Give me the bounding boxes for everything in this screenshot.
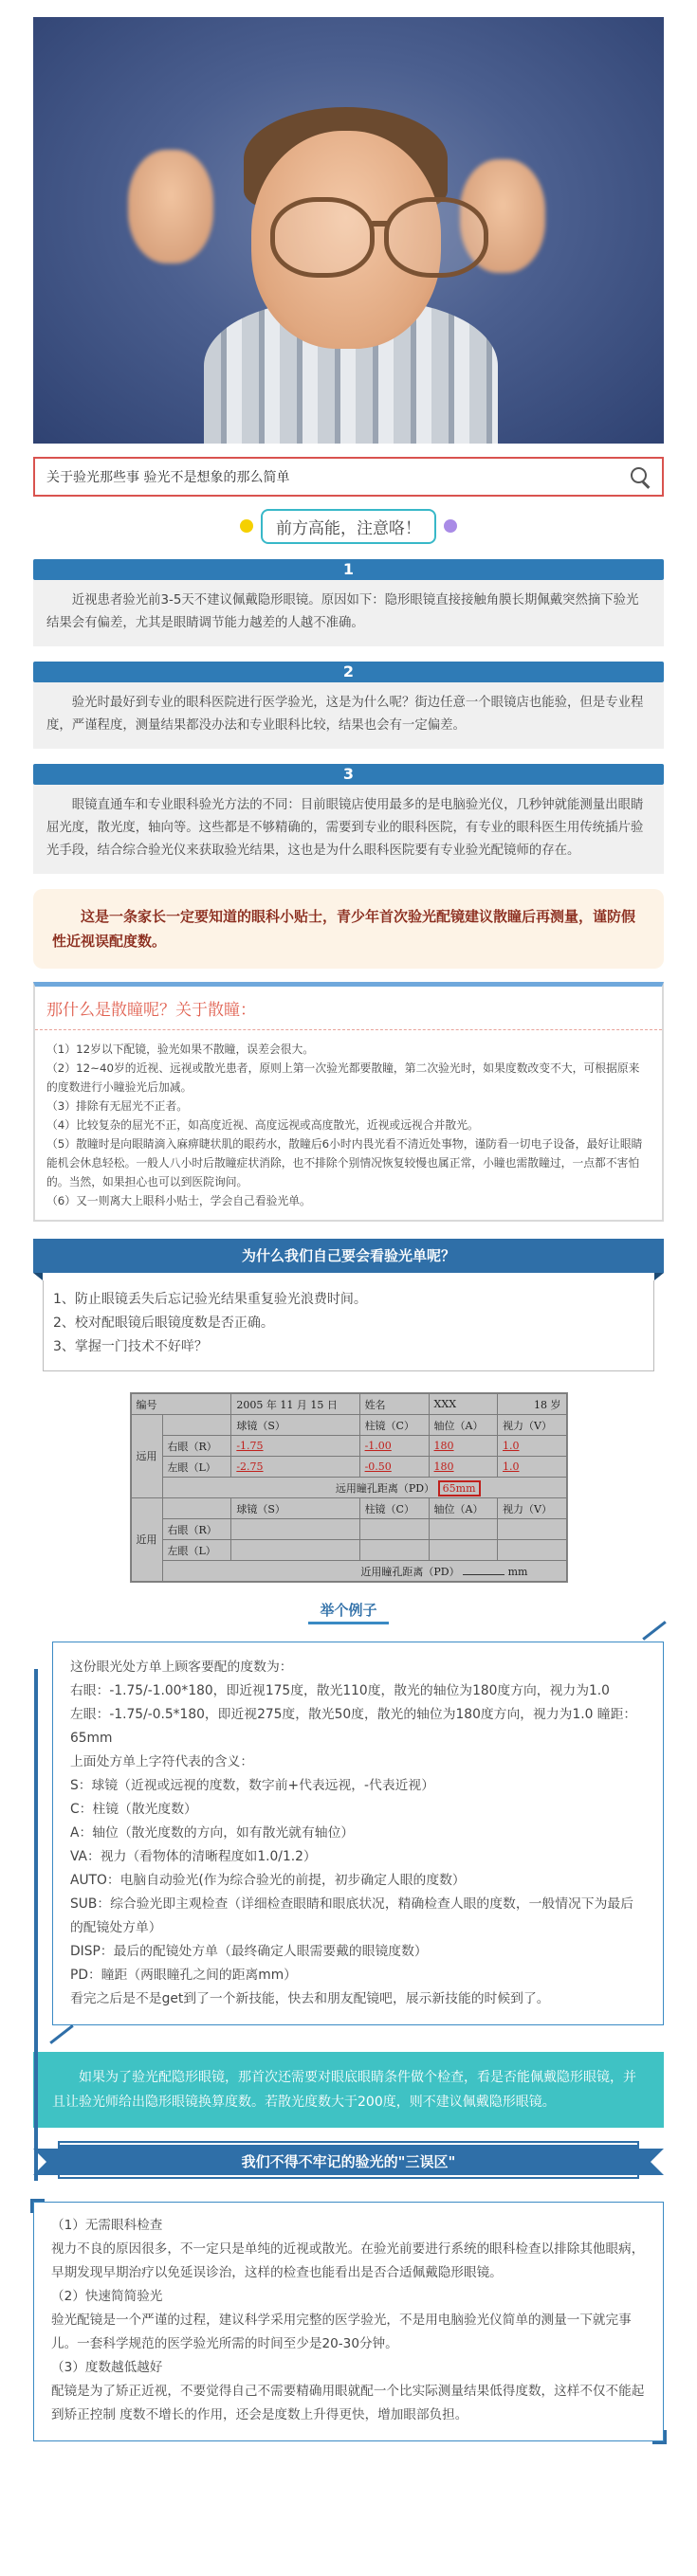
list-item: 3、掌握一门技术不好咩？ (53, 1339, 208, 1354)
example-line: VA：视力（看物体的清晰程度如1.0/1.2） (70, 1849, 317, 1864)
rx-left-cyl: -0.50 (364, 1460, 392, 1473)
section-number: 3 (33, 764, 664, 785)
rx-right-eye-label: 右眼（R） (162, 1519, 231, 1540)
rx-date: 2005 年 11 月 15 日 (231, 1394, 359, 1415)
rx-right-sph: -1.75 (236, 1440, 264, 1452)
hero-photo-child-with-glasses (33, 17, 664, 444)
example-line: PD：瞳距（两眼瞳孔之间的距离mm） (70, 1968, 297, 1983)
why-title: 为什么我们自己要会看验光单呢？ (33, 1239, 664, 1273)
yellow-dot-icon (240, 519, 253, 533)
search-icon[interactable] (630, 466, 651, 487)
purple-dot-icon (444, 519, 457, 533)
list-item: （3）排除有无屈光不正者。 (46, 1099, 189, 1113)
section-2 (33, 662, 664, 749)
example-title-wrap (0, 1598, 697, 1624)
example-line: A：轴位（散光度数的方向，如有散光就有轴位） (70, 1825, 355, 1841)
section-number: 1 (33, 559, 664, 580)
rx-far-label: 远用 (131, 1415, 162, 1498)
rx-name-label: 姓名 (359, 1394, 429, 1415)
rx-pd-far-value: 65mm (438, 1480, 481, 1497)
attention-note-text: 前方高能，注意咯！ (261, 509, 436, 544)
myth-heading: （1）无需眼科检查 (51, 2218, 163, 2233)
why-section (33, 1239, 664, 1371)
rx-col-sph: 球镜（S） (231, 1415, 359, 1436)
rx-pd-near-label: 近用瞳孔距离（PD） (360, 1565, 460, 1578)
rx-near-label: 近用 (131, 1498, 162, 1582)
rx-col-axis: 轴位（A） (429, 1498, 497, 1519)
corner-decoration (49, 2024, 73, 2044)
myths-title: 我们不得不牢记的验光的"三误区" (60, 2143, 637, 2177)
section-1 (33, 559, 664, 646)
article-page (0, 17, 697, 2460)
rx-pd-far-label: 远用瞳孔距离（PD） (335, 1481, 435, 1495)
rx-right-cyl: -1.00 (364, 1440, 392, 1452)
myth-text: 配镜是为了矫正近视，不要觉得自己不需要精确用眼就配一个比实际测量结果低得度数，这样不仅不能起到矫正控制 度数不增长的作用，还会是度数上升得更快，增加眼部负担。 (51, 2384, 645, 2422)
rx-right-axis: 180 (433, 1440, 454, 1452)
dilation-title: 那什么是散瞳呢？关于散瞳： (35, 987, 662, 1030)
example-line: SUB：综合验光即主观检查（详细检查眼睛和眼底状况，精确检查人眼的度数，一般情况下为最后的配镜处方单） (70, 1896, 633, 1935)
glasses-left-lens (270, 197, 375, 278)
rx-right-eye-label: 右眼（R） (162, 1436, 231, 1457)
myth-heading: （3）度数越低越好 (51, 2360, 163, 2375)
example-line: S：球镜（近视或远视的度数，数字前+代表远视，-代表近视） (70, 1778, 435, 1793)
dilation-section (33, 982, 664, 1222)
photo-left-hand (128, 150, 213, 263)
rx-right-va: 1.0 (503, 1440, 520, 1452)
prescription-form (130, 1392, 568, 1583)
list-item: （2）12~40岁的近视、远视或散光患者，原则上第一次验光都要散瞳，第二次验光时，如果度数改变不大，可根据原来的度数进行小瞳验光后加减。 (46, 1061, 640, 1094)
rx-col-sph: 球镜（S） (231, 1498, 359, 1519)
rx-left-eye-label: 左眼（L） (162, 1457, 231, 1478)
example-line: C：柱镜（散光度数） (70, 1802, 197, 1817)
section-3 (33, 764, 664, 874)
search-text: 关于验光那些事 验光不是想象的那么简单 (46, 470, 290, 485)
glasses-bridge (370, 221, 391, 227)
rx-col-cyl: 柱镜（C） (359, 1498, 429, 1519)
myths-box (33, 2202, 664, 2441)
attention-note (0, 508, 697, 544)
rx-pd-near-unit: mm (507, 1565, 528, 1578)
rx-col-va: 视力（V） (498, 1498, 567, 1519)
example-line: 上面处方单上字符代表的含义： (70, 1754, 254, 1769)
search-bar[interactable] (33, 457, 664, 497)
rx-age: 18 岁 (498, 1394, 567, 1415)
contact-lens-notice: 如果为了验光配隐形眼镜，那首次还需要对眼底眼睛条件做个检查，看是否能佩戴隐形眼镜，并且让验光师给出隐形眼镜换算度数。若散光度数大于200度，则不建议佩戴隐形眼镜。 (33, 2052, 664, 2128)
section-number: 2 (33, 662, 664, 682)
tip-notice: 这是一条家长一定要知道的眼科小贴士，青少年首次验光配镜建议散瞳后再测量，谨防假性近视误配度数。 (33, 889, 664, 969)
rx-col-axis: 轴位（A） (429, 1415, 497, 1436)
example-line: 看完之后是不是get到了一个新技能，快去和朋友配镜吧，展示新技能的时候到了。 (70, 1991, 550, 2006)
example-line: AUTO：电脑自动验光(作为综合验光的前提，初步确定人眼的度数） (70, 1873, 466, 1888)
myth-text: 视力不良的原因很多，不一定只是单纯的近视或散光。在验光前要进行系统的眼科检查以排除其他眼病，早期发现早期治疗以免延误诊治，这样的检查也能看出是否合适佩戴隐形眼镜。 (51, 2241, 645, 2280)
myths-ribbon (33, 2143, 664, 2181)
dilation-list (35, 1030, 662, 1220)
list-item: （4）比较复杂的屈光不正，如高度近视、高度远视或高度散光，近视或远视合并散光。 (46, 1118, 479, 1132)
rx-number-label: 编号 (131, 1394, 231, 1415)
example-box (52, 1642, 664, 2025)
example-title: 举个例子 (308, 1598, 388, 1624)
rx-left-axis: 180 (433, 1460, 454, 1473)
why-list (43, 1280, 654, 1371)
myth-text: 验光配镜是一个严谨的过程，建议科学采用完整的医学验光，不是用电脑验光仪简单的测量一下就完事儿。一套科学规范的医学验光所需的时间至少是20-30分钟。 (51, 2313, 632, 2351)
section-text: 近视患者验光前3-5天不建议佩戴隐形眼镜。原因如下：隐形眼镜直接接触角膜长期佩戴突然摘下验光结果会有偏差，尤其是眼睛调节能力越差的人越不准确。 (33, 580, 664, 646)
example-line: DISP：最后的配镜处方单（最终确定人眼需要戴的眼镜度数） (70, 1944, 428, 1959)
section-text: 验光时最好到专业的眼科医院进行医学验光，这是为什么呢？街边任意一个眼镜店也能验，但是专业程度，严谨程度，测量结果都没办法和专业眼科比较，结果也会有一定偏差。 (33, 682, 664, 749)
list-item: （1）12岁以下配镜，验光如果不散瞳，误差会很大。 (46, 1043, 315, 1056)
section-text: 眼镜直通车和专业眼科验光方法的不同：目前眼镜店使用最多的是电脑验光仪，几秒钟就能测量出眼睛屈光度，散光度，轴向等。这些都是不够精确的，需要到专业的眼科医院，有专业的眼科医生用传统插片验光手段，结合综合验光仪来获取验光结果，这也是为什么眼科医院要有专业验光配镜师的存在。 (33, 785, 664, 874)
list-item: （5）散瞳时是向眼睛滴入麻痹睫状肌的眼药水，散瞳后6小时内畏光看不清近处事物，谨防看一切电子设备，最好让眼睛能机会休息轻松。一般人八小时后散瞳症状消除，也不排除个别情况恢复较慢也属正常，小瞳也需散瞳过，一点都不害怕的。当然，如果担心也可以到医院询问。 (46, 1137, 643, 1188)
example-line: 这份眼光处方单上顾客要配的度数为： (70, 1660, 293, 1675)
rx-col-cyl: 柱镜（C） (359, 1415, 429, 1436)
example-line: 右眼：-1.75/-1.00*180，即近视175度，散光110度，散光的轴位为180度方向，视力为1.0 (70, 1683, 610, 1698)
list-item: 1、防止眼镜丢失后忘记验光结果重复验光浪费时间。 (53, 1292, 367, 1307)
rx-left-sph: -2.75 (236, 1460, 264, 1473)
myth-heading: （2）快速简简验光 (51, 2289, 163, 2304)
glasses-right-lens (384, 197, 488, 278)
example-line: 左眼：-1.75/-0.5*180，即近视275度，散光50度，散光的轴位为180度方向，视力为1.0 瞳距：65mm (70, 1707, 637, 1746)
list-item: 2、校对配眼镜后眼镜度数是否正确。 (53, 1315, 274, 1331)
rx-name-value: XXX (429, 1394, 497, 1415)
rx-left-va: 1.0 (503, 1460, 520, 1473)
rx-col-va: 视力（V） (498, 1415, 567, 1436)
rx-left-eye-label: 左眼（L） (162, 1540, 231, 1561)
list-item: （6）又一则离大上眼科小贴士，学会自己看验光单。 (46, 1194, 311, 1207)
